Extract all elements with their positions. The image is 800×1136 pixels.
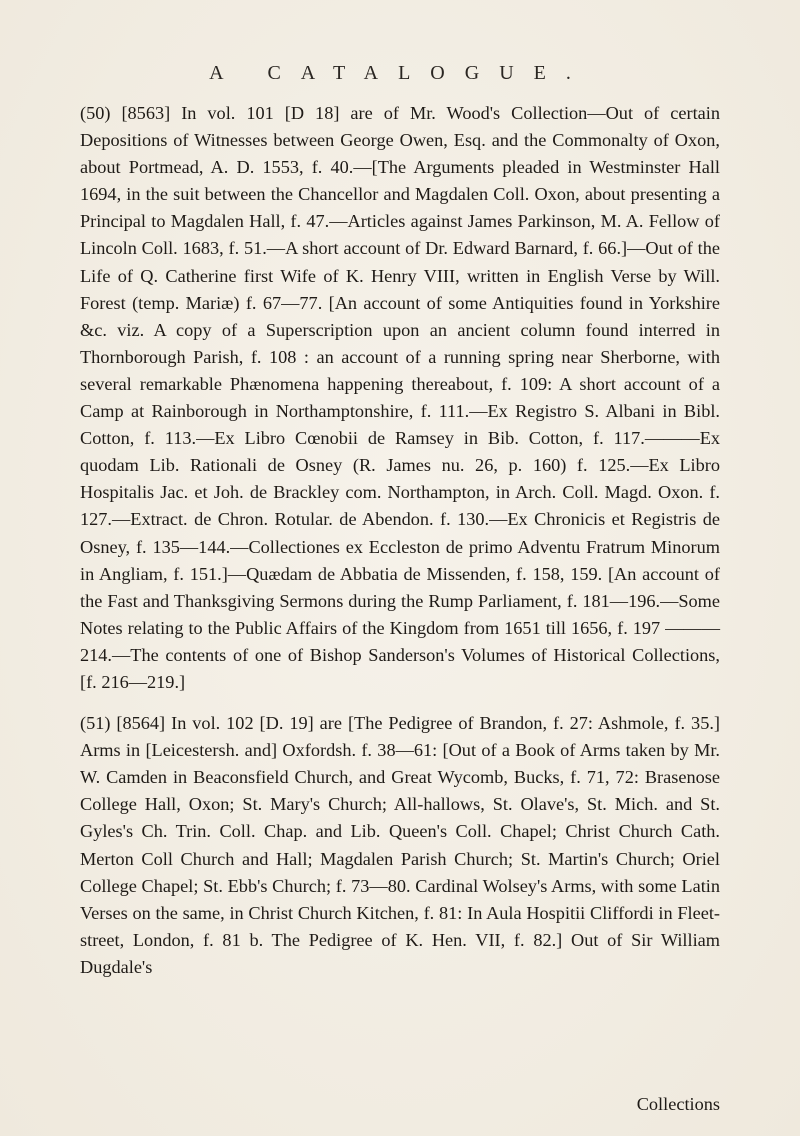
body-text (80, 100, 720, 995)
catalogue-entry-51: (51) [8564] In vol. 102 [D. 19] are [The Pedigree of Brandon, f. 27: Ashmole, f. 35.] Arms in [Leicestersh. and] Oxfordsh. f. 38—61: [Out of a Book of Arms taken by Mr. W. Camden in Beaconsfield Church, and Great Wycomb, Bucks, f. 71, 72: Brasenose College Hall, Oxon; St. Mary's Church; All-hallows, St. Olave's, St. Mich. and St. Gyles's Ch. Trin. Coll. Chap. and Lib. Queen's Coll. Chapel; Christ Church Cath. Merton Coll Church and Hall; Magdalen Parish Church; St. Martin's Church; Oriel College Chapel; St. Ebb's Church; f. 73—80. Cardinal Wolsey's Arms, with some Latin Verses on the same, in Christ Church Kitchen, f. 81: In Aula Hospitii Cliffordi in Fleet-street, London, f. 81 b. The Pedigree of K. Hen. VII, f. 82.] Out of Sir William Dugdale's (80, 713, 720, 977)
page-header: A CATALOGUE. (209, 62, 591, 84)
catchword: Collections (636, 1094, 720, 1114)
catalogue-entry-50: (50) [8563] In vol. 101 [D 18] are of Mr. Wood's Collection—Out of certain Depositions of Witnesses between George Owen, Esq. and the Commonalty of Oxon, about Portmead, A. D. 1553, f. 40.—[The Arguments pleaded in Westminster Hall 1694, in the suit between the Chancellor and Magdalen Coll. Oxon, about presenting a Principal to Magdalen Hall, f. 47.—Articles against James Parkinson, M. A. Fellow of Lincoln Coll. 1683, f. 51.—A short account of Dr. Edward Barnard, f. 66.]—Out of the Life of Q. Catherine first Wife of K. Henry VIII, written in English Verse by Will. Forest (temp. Mariæ) f. 67—77. [An account of some Antiquities found in Yorkshire &c. viz. A copy of a Superscription upon an ancient column found interred in Thornborough Parish, f. 108 : an account of a running spring near Sherborne, with several remarkable Phænomena happening thereabout, f. 109: A short account of a Camp at Rainborough in Northamptonshire, f. 111.—Ex Registro S. Albani in Bibl. Cotton, f. 113.—Ex Libro Cœnobii de Ramsey in Bib. Cotton, f. 117.———Ex quodam Lib. Rationali de Osney (R. James nu. 26, p. 160) f. 125.—Ex Libro Hospitalis Jac. et Joh. de Brackley com. Northampton, in Arch. Coll. Magd. Oxon. f. 127.—Extract. de Chron. Rotular. de Abendon. f. 130.—Ex Chronicis et Registris de Osney, f. 135—144.—Collectiones ex Eccleston de primo Adventu Fratrum Minorum in Angliam, f. 151.]—Quædam de Abbatia de Missenden, f. 158, 159. [An account of the Fast and Thanksgiving Sermons during the Rump Parliament, f. 181—196.—Some Notes relating to the Public Affairs of the Kingdom from 1651 till 1656, f. 197 ———214.—The contents of one of Bishop Sanderson's Volumes of Historical Collections, [f. 216—219.] (80, 103, 720, 692)
